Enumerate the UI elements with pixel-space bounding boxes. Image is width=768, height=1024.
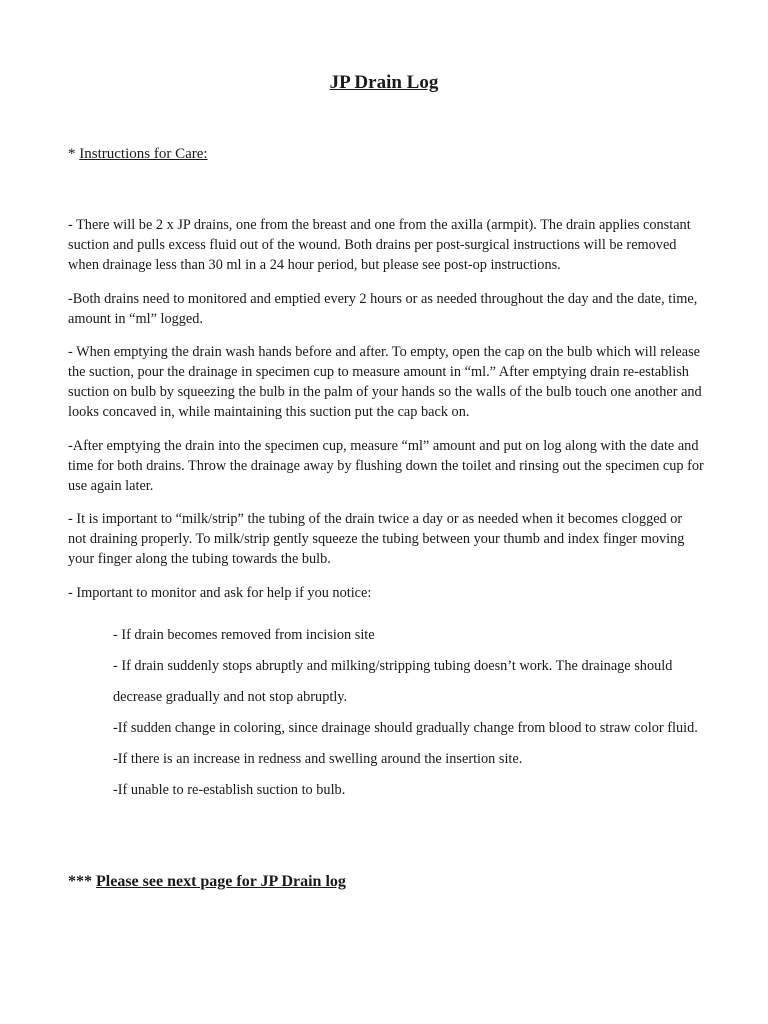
footer-text: Please see next page for JP Drain log [96, 873, 346, 890]
paragraph-monitoring: -Both drains need to monitored and emptied every 2 hours or as needed throughout the day and the date, time, amount in “ml” logged. [68, 290, 698, 327]
paragraph-drains-overview: - There will be 2 x JP drains, one from the breast and one from the axilla (armpit). The drain applies constant suction and pulls excess fluid out of the wound. Both drains per post-surgical instructions will be removed when drainage less than 30 ml in a 24 hour period, but please see post-op instructions. [68, 217, 691, 273]
paragraph-notice-intro: - Important to monitor and ask for help if you notice: [68, 584, 372, 601]
notice-item: -If unable to re-establish suction to bulb. [113, 782, 346, 798]
notice-item: - If drain suddenly stops abruptly and milking/stripping tubing doesn’t work. The drainage should decrease gradually and not stop abruptly. [113, 658, 673, 705]
paragraph-emptying: - When emptying the drain wash hands before and after. To empty, open the cap on the bulb which will release the suction, pour the drainage in specimen cup to measure amount in “ml.” After emptying drain re-establish suction on bulb by squeezing the bulb in the palm of your hands so the walls of the bulb touch one another and looks concaved in, while maintaining this suction put the cap back on. [68, 344, 702, 420]
document-title [0, 72, 768, 94]
paragraph-milking: - It is important to “milk/strip” the tubing of the drain twice a day or as needed when it becomes clogged or not draining properly. To milk/strip gently squeeze the tubing between your thumb and index finger moving your finger along the tubing towards the bulb. [68, 511, 685, 567]
document-title-text: JP Drain Log [329, 72, 439, 93]
notice-item: -If sudden change in coloring, since drainage should gradually change from blood to straw color fluid. [113, 720, 698, 736]
instructions-prefix: * [68, 146, 80, 162]
notice-item: - If drain becomes removed from incision site [113, 627, 375, 643]
instructions-heading [68, 146, 208, 163]
footer-note [68, 873, 346, 891]
footer-prefix: *** [68, 873, 96, 890]
paragraph-measuring: -After emptying the drain into the specimen cup, measure “ml” amount and put on log along with the date and time for both drains. Throw the drainage away by flushing down the toilet and rinsing out the specimen cup for use again later. [68, 437, 704, 494]
instructions-heading-text: Instructions for Care: [79, 146, 208, 162]
notice-item: -If there is an increase in redness and swelling around the insertion site. [113, 751, 523, 767]
instructions-body [68, 215, 704, 616]
notice-list [113, 620, 703, 806]
